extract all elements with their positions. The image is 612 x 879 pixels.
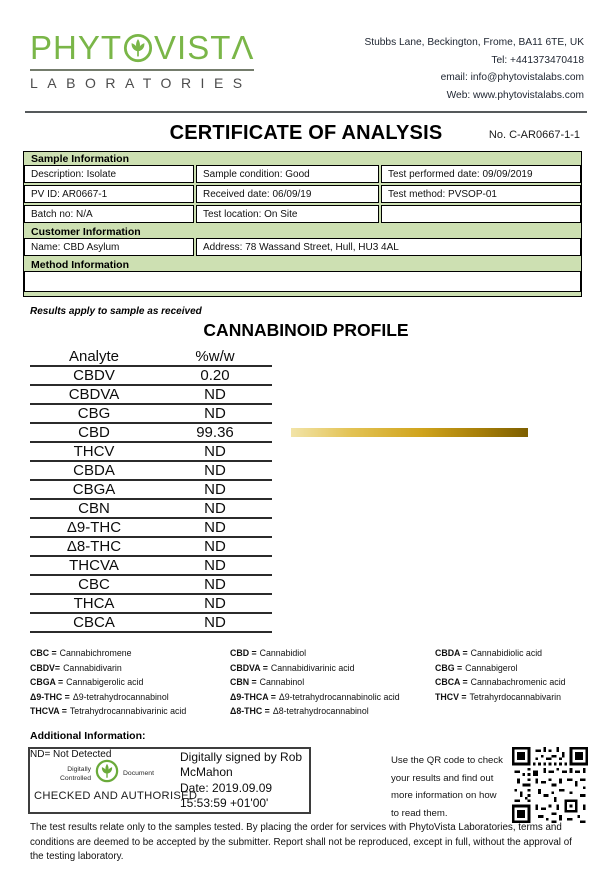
table-row — [30, 556, 272, 575]
legend-abbr: Δ9-THC = — [30, 691, 70, 702]
legend-entry — [435, 661, 594, 676]
sample-info-row — [24, 185, 581, 203]
table-cell: Sample condition: Good — [196, 165, 379, 183]
nd-definition: ND= Not Detected — [30, 748, 112, 760]
legend-entry — [230, 646, 435, 661]
table-row — [30, 499, 272, 518]
table-cell: Test performed date: 09/09/2019 — [381, 165, 581, 183]
table-row — [30, 575, 272, 594]
legend-entry — [435, 690, 594, 705]
signature-date: Date: 2019.09.09 15:53:59 +01'00' — [180, 780, 273, 810]
legend-entry — [230, 661, 435, 676]
value-cell: ND — [158, 594, 272, 613]
stamp-word-document: Document — [123, 770, 154, 777]
legend-name: Cannabigerol — [465, 662, 518, 673]
gold-highlight-bar — [291, 428, 528, 437]
additional-information-title: Additional Information: — [30, 729, 146, 742]
legend-abbr: Δ8-THC = — [230, 706, 270, 717]
analyte-cell: CBDA — [30, 461, 158, 480]
legend-abbr: CBC = — [30, 648, 57, 658]
legend-abbr: THCVA = — [30, 706, 67, 717]
legend-entry — [30, 661, 230, 676]
legend-name: Δ9-tetrahydrocannabinolic acid — [278, 691, 400, 702]
logo-subtitle: LABORATORIES — [30, 69, 254, 91]
signed-by-text: Digitally signed by Rob McMahon — [180, 749, 303, 779]
cbd-value: 99.36 — [196, 424, 234, 441]
certificate-number: No. C-AR0667-1-1 — [488, 129, 580, 141]
logo-text-part1: PHYT — [30, 29, 123, 66]
table-row — [30, 613, 272, 632]
legend-abbr: CBD = — [230, 648, 257, 658]
legend-abbr: CBGA = — [30, 677, 64, 688]
legend-entry — [30, 690, 230, 705]
table-row — [30, 423, 272, 442]
analyte-cell: Δ9-THC — [30, 518, 158, 537]
customer-address-cell: Address: 78 Wassand Street, Hull, HU3 4AL — [196, 238, 581, 256]
customer-name-cell: Name: CBD Asylum — [24, 238, 194, 256]
value-cell: ND — [158, 575, 272, 594]
legend-abbr: Δ9-THCA = — [230, 691, 276, 702]
column-header-analyte: Analyte — [30, 348, 158, 366]
legend-entry — [30, 675, 230, 690]
legend-name: Δ9-tetrahydrocannabinol — [72, 691, 169, 702]
legend-entry — [30, 704, 230, 719]
analyte-cell: CBG — [30, 404, 158, 423]
stamp-caption: CHECKED AND AUTHORISED — [34, 790, 198, 802]
contact-web[interactable]: Web: www.phytovistalabs.com — [446, 89, 584, 101]
legend-name: Cannabidiol — [259, 648, 307, 658]
value-cell: ND — [158, 385, 272, 404]
contact-email[interactable]: email: info@phytovistalabs.com — [440, 72, 584, 83]
analyte-cell: CBCA — [30, 613, 158, 632]
table-cell: Test location: On Site — [196, 205, 379, 223]
logo-text-part3: Λ — [231, 29, 255, 66]
table-row — [30, 404, 272, 423]
signature-details — [180, 750, 308, 812]
value-cell: ND — [158, 537, 272, 556]
analyte-cell: Δ8-THC — [30, 537, 158, 556]
value-cell: ND — [158, 556, 272, 575]
legend-column-1 — [30, 646, 230, 719]
contact-block — [364, 30, 584, 104]
legend-name: Cannabigerolic acid — [66, 677, 144, 688]
legend-abbr: THCV = — [435, 691, 467, 702]
legend-name: Cannabidivarinic acid — [270, 662, 355, 673]
table-row — [30, 594, 272, 613]
table-row — [30, 537, 272, 556]
legend-name: Cannabachromenic acid — [470, 677, 566, 688]
value-cell — [158, 423, 272, 442]
cannabinoid-table — [30, 348, 272, 633]
contact-address: Stubbs Lane, Beckington, Frome, BA11 6TE, UK — [364, 37, 584, 48]
table-cell: Received date: 06/09/19 — [196, 185, 379, 203]
table-cell: PV ID: AR0667-1 — [24, 185, 194, 203]
table-row — [30, 480, 272, 499]
stamp-word-controlled: Controlled — [60, 774, 91, 782]
legend-column-3 — [435, 646, 594, 719]
leaf-circle-icon — [123, 33, 153, 63]
header-divider — [25, 111, 587, 113]
value-cell: ND — [158, 404, 272, 423]
customer-information-header: Customer Information — [31, 226, 141, 238]
analyte-cell: THCVA — [30, 556, 158, 575]
legend-abbr: CBG = — [435, 662, 463, 673]
stamp-word-digitally: Digitally — [67, 765, 91, 773]
legend-name: Tetrahyrdocannabivarin — [469, 691, 561, 702]
legend-name: Cannabichromene — [59, 648, 132, 658]
qr-instruction-text: Use the QR code to check your results and find out more information on how to read them. — [391, 755, 503, 819]
value-cell: ND — [158, 499, 272, 518]
legend-entry — [435, 646, 594, 661]
legend-entry — [230, 690, 435, 705]
table-row — [30, 366, 272, 385]
analyte-cell: THCA — [30, 594, 158, 613]
table-cell: Description: Isolate — [24, 165, 194, 183]
stamp-left-text — [60, 765, 91, 783]
table-header-row — [30, 348, 272, 366]
sample-info-row — [24, 165, 581, 183]
legend-abbr: CBN = — [230, 677, 257, 688]
table-cell: Batch no: N/A — [24, 205, 194, 223]
legend-entry — [230, 704, 435, 719]
contact-tel: Tel: +441373470418 — [491, 54, 584, 66]
logo — [30, 30, 254, 104]
logo-wordmark — [30, 30, 254, 66]
analyte-cell: CBC — [30, 575, 158, 594]
legend-name: Cannabinol — [259, 677, 305, 688]
table-cell — [381, 205, 581, 223]
column-header-value: %w/w — [158, 348, 272, 366]
authorisation-stamp — [30, 759, 198, 802]
legend-entry — [230, 675, 435, 690]
legend-column-2 — [230, 646, 435, 719]
analyte-cell: CBDV — [30, 366, 158, 385]
legend-name: Tetrahydrocannabivarinic acid — [69, 706, 187, 717]
value-cell: 0.20 — [158, 366, 272, 385]
digital-signature-box — [28, 747, 311, 814]
value-cell: ND — [158, 518, 272, 537]
page-title: CERTIFICATE OF ANALYSIS — [169, 122, 443, 144]
sample-info-row — [24, 205, 581, 223]
table-cell: Test method: PVSOP-01 — [381, 185, 581, 203]
method-content-cell — [24, 271, 581, 292]
header — [0, 0, 612, 104]
legend-entry — [435, 675, 594, 690]
analyte-cell: THCV — [30, 442, 158, 461]
table-row — [30, 385, 272, 404]
value-cell: ND — [158, 461, 272, 480]
analyte-cell: CBN — [30, 499, 158, 518]
qr-code — [512, 747, 588, 823]
customer-info-row — [24, 238, 581, 256]
analyte-cell: CBGA — [30, 480, 158, 499]
legend-abbr: CBDA = — [435, 648, 468, 658]
info-section — [23, 151, 582, 297]
stamp-leaf-icon — [95, 759, 119, 788]
value-cell: ND — [158, 480, 272, 499]
legend-abbr: CBDV= — [30, 662, 61, 673]
title-row — [0, 122, 612, 148]
results-note: Results apply to sample as received — [30, 306, 202, 317]
logo-text-part2: VIST — [154, 29, 232, 66]
sample-information-header: Sample Information — [31, 153, 130, 165]
table-row — [30, 461, 272, 480]
analyte-cell: CBD — [30, 423, 158, 442]
cannabinoid-profile-title: CANNABINOID PROFILE — [203, 320, 409, 340]
footer-disclaimer: The test results relate only to the samples tested. By placing the order for services with PhytoVista Laboratories, terms and conditions are deemed to be accepted by the submitter. Report shall not be reproduced, except in full, without the approval of the testing laboratory. — [30, 822, 572, 862]
legend-abbr: CBDVA = — [230, 662, 268, 673]
legend-abbr: CBCA = — [435, 677, 468, 688]
legend-name: Δ8-tetrahydrocannabinol — [272, 706, 369, 717]
method-information-header: Method Information — [31, 259, 129, 271]
method-info-row — [24, 271, 581, 292]
value-cell: ND — [158, 613, 272, 632]
analyte-cell: CBDVA — [30, 385, 158, 404]
value-cell: ND — [158, 442, 272, 461]
legend-name: Cannabidivarin — [63, 662, 122, 673]
abbreviation-legend — [30, 646, 594, 719]
legend-entry — [30, 646, 230, 661]
table-row — [30, 518, 272, 537]
table-row — [30, 442, 272, 461]
legend-name: Cannabidiolic acid — [470, 648, 543, 658]
stamp-top — [34, 759, 180, 788]
